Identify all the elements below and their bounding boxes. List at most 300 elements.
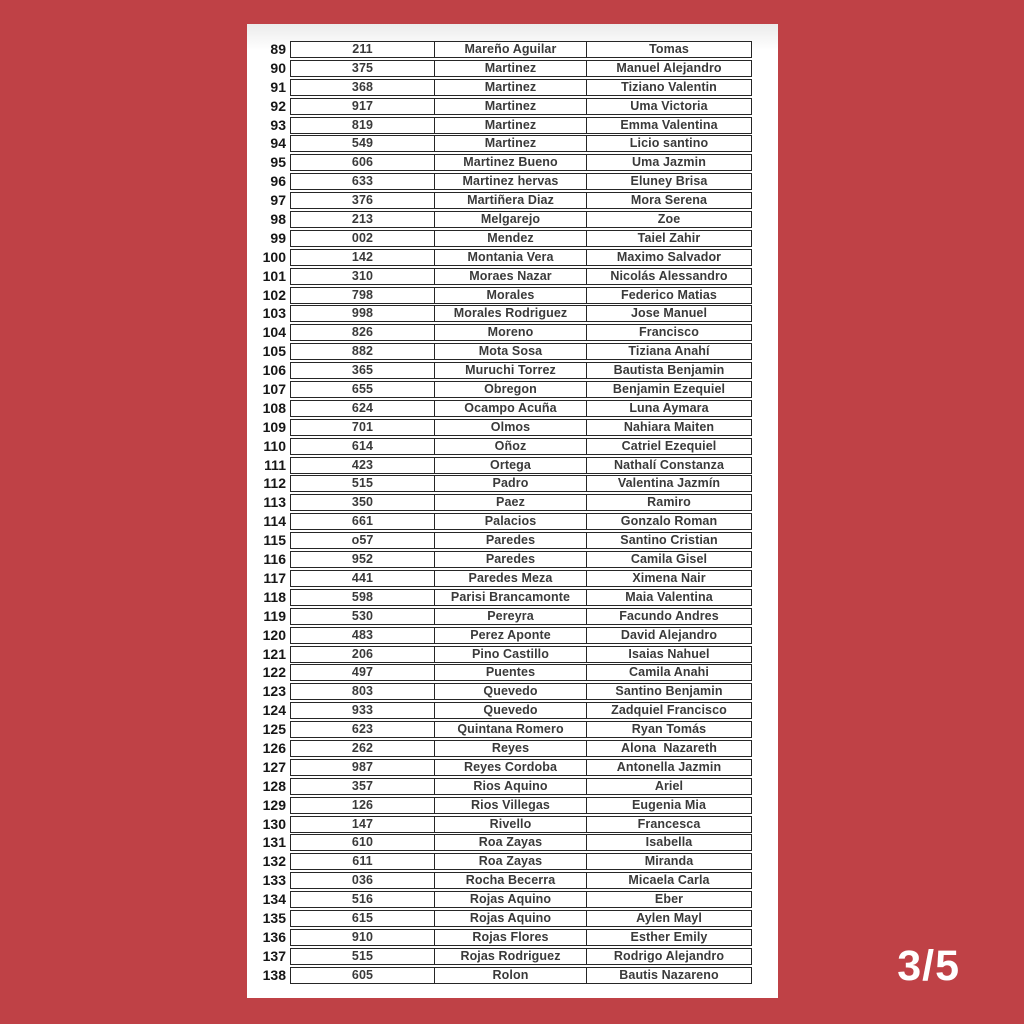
code-cell: 549	[351, 136, 374, 151]
row-number: 113	[263, 494, 286, 511]
code-cell: 368	[351, 79, 374, 94]
given-name-cell: Ximena Nair	[586, 571, 751, 586]
surname-cell: Martinez	[434, 136, 586, 151]
code-cell: 917	[351, 98, 374, 113]
surname-cell: Muruchi Torrez	[434, 363, 586, 378]
surname-cell: Rivello	[434, 817, 586, 832]
row-number: 117	[263, 569, 286, 586]
code-cell: 803	[351, 684, 374, 699]
given-name-cell: Nicolás Alessandro	[586, 269, 751, 284]
table-row	[253, 41, 752, 58]
row-box	[290, 381, 752, 398]
table-row	[253, 381, 752, 398]
surname-cell: Quevedo	[434, 684, 586, 699]
code-cell: 262	[351, 740, 374, 755]
table-row	[253, 287, 752, 304]
table-row	[253, 816, 752, 833]
row-box	[290, 551, 752, 568]
surname-cell: Martinez hervas	[434, 174, 586, 189]
table-row	[253, 362, 752, 379]
surname-cell: Montania Vera	[434, 250, 586, 265]
given-name-cell: Gonzalo Roman	[586, 514, 751, 529]
row-number: 109	[262, 418, 286, 435]
row-number: 89	[270, 41, 286, 57]
table-row	[253, 135, 752, 152]
given-name-cell: Facundo Andres	[586, 609, 751, 624]
given-name-cell: Camila Anahi	[586, 665, 751, 680]
row-number: 111	[264, 456, 286, 473]
given-name-cell: Manuel Alejandro	[586, 61, 751, 76]
table-row	[253, 173, 752, 190]
code-cell: 441	[351, 570, 374, 585]
given-name-cell: Nahiara Maiten	[586, 420, 751, 435]
table-row	[253, 60, 752, 77]
surname-cell: Rios Aquino	[434, 779, 586, 794]
given-name-cell: Eber	[586, 892, 751, 907]
surname-cell: Morales Rodriguez	[434, 306, 586, 321]
table-row	[253, 721, 752, 738]
table-row	[253, 683, 752, 700]
row-number: 116	[263, 551, 286, 568]
surname-cell: Reyes Cordoba	[434, 760, 586, 775]
row-box	[290, 872, 752, 889]
row-number: 96	[270, 173, 286, 190]
row-box	[290, 494, 752, 511]
row-box	[290, 759, 752, 776]
row-box	[290, 967, 752, 984]
given-name-cell: Isabella	[586, 835, 751, 850]
row-number: 121	[262, 645, 286, 662]
table-row	[253, 872, 752, 889]
given-name-cell: Uma Jazmin	[586, 155, 751, 170]
row-number: 118	[263, 588, 286, 605]
surname-cell: Mareño Aguilar	[434, 42, 586, 57]
code-cell: 633	[351, 174, 374, 189]
row-number: 119	[263, 607, 286, 624]
code-cell: 882	[351, 344, 374, 359]
code-cell: 483	[351, 627, 374, 642]
code-cell: 605	[351, 967, 374, 982]
surname-cell: Paredes Meza	[434, 571, 586, 586]
row-box	[290, 249, 752, 266]
row-box	[290, 589, 752, 606]
row-number: 103	[262, 305, 286, 322]
row-number: 112	[263, 475, 286, 492]
surname-cell: Quintana Romero	[434, 722, 586, 737]
row-number: 101	[262, 267, 286, 284]
table-row	[253, 853, 752, 870]
code-cell: 376	[351, 193, 374, 208]
row-box	[290, 627, 752, 644]
row-box	[290, 135, 752, 152]
given-name-cell: Tiziana Anahí	[586, 344, 751, 359]
row-number: 127	[262, 758, 286, 775]
row-number: 122	[262, 664, 286, 681]
given-name-cell: Camila Gisel	[586, 552, 751, 567]
code-cell: 819	[351, 117, 374, 132]
table-row	[253, 117, 752, 134]
code-cell: 213	[351, 212, 374, 227]
code-cell: 598	[351, 589, 374, 604]
table-row	[253, 778, 752, 795]
row-box	[290, 816, 752, 833]
given-name-cell: Maximo Salvador	[586, 250, 751, 265]
given-name-cell: Miranda	[586, 854, 751, 869]
table-row	[253, 551, 752, 568]
surname-cell: Rojas Aquino	[434, 892, 586, 907]
code-cell: 623	[351, 722, 374, 737]
code-cell: o57	[351, 533, 374, 548]
code-cell: 423	[351, 457, 374, 472]
row-box	[290, 475, 752, 492]
surname-cell: Rios Villegas	[434, 798, 586, 813]
surname-cell: Palacios	[434, 514, 586, 529]
table-row	[253, 608, 752, 625]
table-row	[253, 79, 752, 96]
code-cell: 624	[351, 400, 374, 415]
row-number: 128	[262, 777, 286, 794]
surname-cell: Moraes Nazar	[434, 269, 586, 284]
row-number: 92	[270, 97, 286, 114]
table-row	[253, 475, 752, 492]
given-name-cell: Eluney Brisa	[586, 174, 751, 189]
code-cell: 910	[351, 929, 374, 944]
row-number: 90	[270, 59, 286, 76]
row-number: 98	[270, 211, 286, 228]
row-box	[290, 192, 752, 209]
row-box	[290, 117, 752, 134]
row-number: 133	[262, 872, 286, 889]
row-box	[290, 60, 752, 77]
table-row	[253, 740, 752, 757]
surname-cell: Obregon	[434, 382, 586, 397]
row-box	[290, 305, 752, 322]
row-number: 105	[262, 343, 286, 360]
table-row	[253, 98, 752, 115]
code-cell: 375	[351, 60, 374, 75]
surname-cell: Pino Castillo	[434, 647, 586, 662]
row-number: 104	[262, 324, 286, 341]
code-cell: 998	[351, 306, 374, 321]
page-indicator: 3/5	[897, 942, 960, 990]
row-box	[290, 778, 752, 795]
surname-cell: Martinez Bueno	[434, 155, 586, 170]
code-cell: 515	[351, 948, 374, 963]
given-name-cell: Bautis Nazareno	[586, 968, 751, 983]
table-row	[253, 438, 752, 455]
surname-cell: Ocampo Acuña	[434, 401, 586, 416]
row-number: 125	[262, 721, 286, 738]
given-name-cell: Federico Matias	[586, 288, 751, 303]
row-box	[290, 513, 752, 530]
row-box	[290, 324, 752, 341]
given-name-cell: Tiziano Valentin	[586, 80, 751, 95]
row-box	[290, 173, 752, 190]
row-box	[290, 834, 752, 851]
given-name-cell: Ramiro	[586, 495, 751, 510]
table-row	[253, 400, 752, 417]
surname-cell: Rojas Rodriguez	[434, 949, 586, 964]
row-box	[290, 702, 752, 719]
surname-cell: Rojas Flores	[434, 930, 586, 945]
given-name-cell: Ariel	[586, 779, 751, 794]
code-cell: 211	[352, 42, 373, 56]
code-cell: 002	[351, 230, 374, 245]
table-row	[253, 948, 752, 965]
row-box	[290, 343, 752, 360]
given-name-cell: Nathalí Constanza	[586, 458, 751, 473]
code-cell: 661	[351, 514, 374, 529]
row-number: 99	[270, 229, 286, 246]
given-name-cell: Taiel Zahir	[586, 231, 751, 246]
row-number: 97	[270, 192, 286, 209]
code-cell: 611	[352, 854, 373, 869]
given-name-cell: Zoe	[586, 212, 751, 227]
code-cell: 655	[351, 382, 374, 397]
code-cell: 497	[351, 665, 374, 680]
row-box	[290, 891, 752, 908]
given-name-cell: Emma Valentina	[586, 118, 751, 133]
code-cell: 987	[351, 759, 374, 774]
code-cell: 350	[351, 495, 374, 510]
table-row	[253, 419, 752, 436]
given-name-cell: Tomas	[586, 42, 751, 57]
table-row	[253, 929, 752, 946]
given-name-cell: Licio santino	[586, 136, 751, 151]
code-cell: 147	[351, 816, 374, 831]
code-cell: 365	[351, 363, 374, 378]
row-number: 138	[262, 966, 286, 983]
row-number: 120	[262, 626, 286, 643]
given-name-cell: Luna Aymara	[586, 401, 751, 416]
table-row	[253, 513, 752, 530]
table-row	[253, 324, 752, 341]
given-name-cell: Santino Benjamin	[586, 684, 751, 699]
given-name-cell: Francisco	[586, 325, 751, 340]
row-box	[290, 438, 752, 455]
given-name-cell: Antonella Jazmin	[586, 760, 751, 775]
table-row	[253, 702, 752, 719]
row-number: 107	[262, 381, 286, 398]
surname-cell: Moreno	[434, 325, 586, 340]
surname-cell: Rolon	[434, 968, 586, 983]
surname-cell: Olmos	[434, 420, 586, 435]
given-name-cell: Aylen Mayl	[586, 911, 751, 926]
surname-cell: Puentes	[434, 665, 586, 680]
row-box	[290, 287, 752, 304]
row-box	[290, 154, 752, 171]
given-name-cell: Esther Emily	[586, 930, 751, 945]
table-row	[253, 494, 752, 511]
code-cell: 606	[351, 155, 374, 170]
row-number: 123	[262, 683, 286, 700]
table-row	[253, 154, 752, 171]
row-number: 91	[270, 78, 286, 95]
surname-cell: Martinez	[434, 80, 586, 95]
row-box	[290, 853, 752, 870]
given-name-cell: Valentina Jazmín	[586, 476, 751, 491]
row-box	[290, 211, 752, 228]
table-row	[253, 589, 752, 606]
given-name-cell: Micaela Carla	[586, 873, 751, 888]
row-number: 135	[262, 909, 286, 926]
row-box	[290, 400, 752, 417]
row-number: 132	[262, 853, 286, 870]
code-cell: 610	[351, 835, 374, 850]
table-row	[253, 891, 752, 908]
table-row	[253, 230, 752, 247]
code-cell: 798	[351, 287, 374, 302]
surname-cell: Ortega	[434, 458, 586, 473]
given-name-cell: Maia Valentina	[586, 590, 751, 605]
surname-cell: Rojas Aquino	[434, 911, 586, 926]
table-row	[253, 627, 752, 644]
row-box	[290, 721, 752, 738]
code-cell: 614	[351, 438, 374, 453]
row-box	[290, 664, 752, 681]
table-row	[253, 646, 752, 663]
given-name-cell: Santino Cristian	[586, 533, 751, 548]
given-name-cell: Benjamin Ezequiel	[586, 382, 751, 397]
code-cell: 142	[351, 249, 374, 264]
surname-cell: Padro	[434, 476, 586, 491]
row-box	[290, 683, 752, 700]
row-box	[290, 457, 752, 474]
code-cell: 701	[351, 419, 374, 434]
row-box	[290, 608, 752, 625]
row-box	[290, 797, 752, 814]
surname-cell: Paredes	[434, 533, 586, 548]
given-name-cell: Eugenia Mia	[586, 798, 751, 813]
given-name-cell: Isaias Nahuel	[586, 647, 751, 662]
code-cell: 516	[351, 892, 374, 907]
given-name-cell: Bautista Benjamin	[586, 363, 751, 378]
code-cell: 530	[351, 608, 374, 623]
code-cell: 036	[351, 873, 374, 888]
row-number: 100	[262, 248, 286, 265]
table-row	[253, 759, 752, 776]
row-box	[290, 646, 752, 663]
table-row	[253, 664, 752, 681]
row-number: 126	[262, 739, 286, 756]
code-cell: 515	[351, 476, 374, 491]
given-name-cell: David Alejandro	[586, 628, 751, 643]
row-number: 94	[270, 135, 286, 152]
code-cell: 310	[351, 268, 374, 283]
row-box	[290, 41, 752, 58]
surname-cell: Mota Sosa	[434, 344, 586, 359]
given-name-cell: Jose Manuel	[586, 306, 751, 321]
given-name-cell: Rodrigo Alejandro	[586, 949, 751, 964]
row-box	[290, 419, 752, 436]
row-box	[290, 362, 752, 379]
surname-cell: Roa Zayas	[434, 854, 586, 869]
surname-cell: Perez Aponte	[434, 628, 586, 643]
table-row	[253, 910, 752, 927]
row-number: 110	[263, 437, 286, 454]
code-cell: 357	[351, 778, 374, 793]
surname-cell: Morales	[434, 288, 586, 303]
surname-cell: Martinez	[434, 61, 586, 76]
given-name-cell: Alona Nazareth	[586, 741, 751, 756]
row-box	[290, 910, 752, 927]
row-box	[290, 268, 752, 285]
surname-cell: Melgarejo	[434, 212, 586, 227]
code-cell: 933	[351, 703, 374, 718]
code-cell: 206	[351, 646, 374, 661]
surname-cell: Martiñera Diaz	[434, 193, 586, 208]
given-name-cell: Zadquiel Francisco	[586, 703, 751, 718]
surname-cell: Pereyra	[434, 609, 586, 624]
row-box	[290, 740, 752, 757]
table-row	[253, 967, 752, 984]
table-row	[253, 834, 752, 851]
given-name-cell: Ryan Tomás	[586, 722, 751, 737]
table-row	[253, 532, 752, 549]
table-row	[253, 268, 752, 285]
given-name-cell: Mora Serena	[586, 193, 751, 208]
row-box	[290, 98, 752, 115]
surname-cell: Reyes	[434, 741, 586, 756]
row-box	[290, 929, 752, 946]
surname-cell: Mendez	[434, 231, 586, 246]
given-name-cell: Catriel Ezequiel	[586, 439, 751, 454]
surname-cell: Quevedo	[434, 703, 586, 718]
row-number: 102	[262, 286, 286, 303]
row-number: 131	[262, 834, 286, 851]
table-row	[253, 211, 752, 228]
row-box	[290, 79, 752, 96]
code-cell: 952	[351, 552, 374, 567]
row-number: 124	[262, 702, 286, 719]
code-cell: 826	[351, 325, 374, 340]
code-cell: 126	[351, 797, 374, 812]
code-cell: 615	[351, 910, 374, 925]
row-number: 130	[262, 815, 286, 832]
roster-table	[253, 41, 752, 986]
surname-cell: Rocha Becerra	[434, 873, 586, 888]
row-number: 106	[262, 362, 286, 379]
row-number: 108	[262, 399, 286, 416]
table-row	[253, 457, 752, 474]
row-number: 114	[263, 513, 286, 530]
surname-cell: Martinez	[434, 118, 586, 133]
row-box	[290, 570, 752, 587]
table-row	[253, 249, 752, 266]
row-number: 95	[270, 154, 286, 171]
table-row	[253, 305, 752, 322]
surname-cell: Paez	[434, 495, 586, 510]
row-number: 93	[270, 116, 286, 133]
row-number: 115	[263, 532, 286, 549]
given-name-cell: Francesca	[586, 817, 751, 832]
surname-cell: Martinez	[434, 99, 586, 114]
document-page	[247, 24, 778, 998]
table-row	[253, 192, 752, 209]
row-number: 134	[262, 891, 286, 908]
table-row	[253, 797, 752, 814]
row-number: 129	[262, 796, 286, 813]
surname-cell: Roa Zayas	[434, 835, 586, 850]
given-name-cell: Uma Victoria	[586, 99, 751, 114]
surname-cell: Paredes	[434, 552, 586, 567]
table-row	[253, 570, 752, 587]
surname-cell: Oñoz	[434, 439, 586, 454]
table-row	[253, 343, 752, 360]
row-box	[290, 532, 752, 549]
row-box	[290, 948, 752, 965]
row-box	[290, 230, 752, 247]
